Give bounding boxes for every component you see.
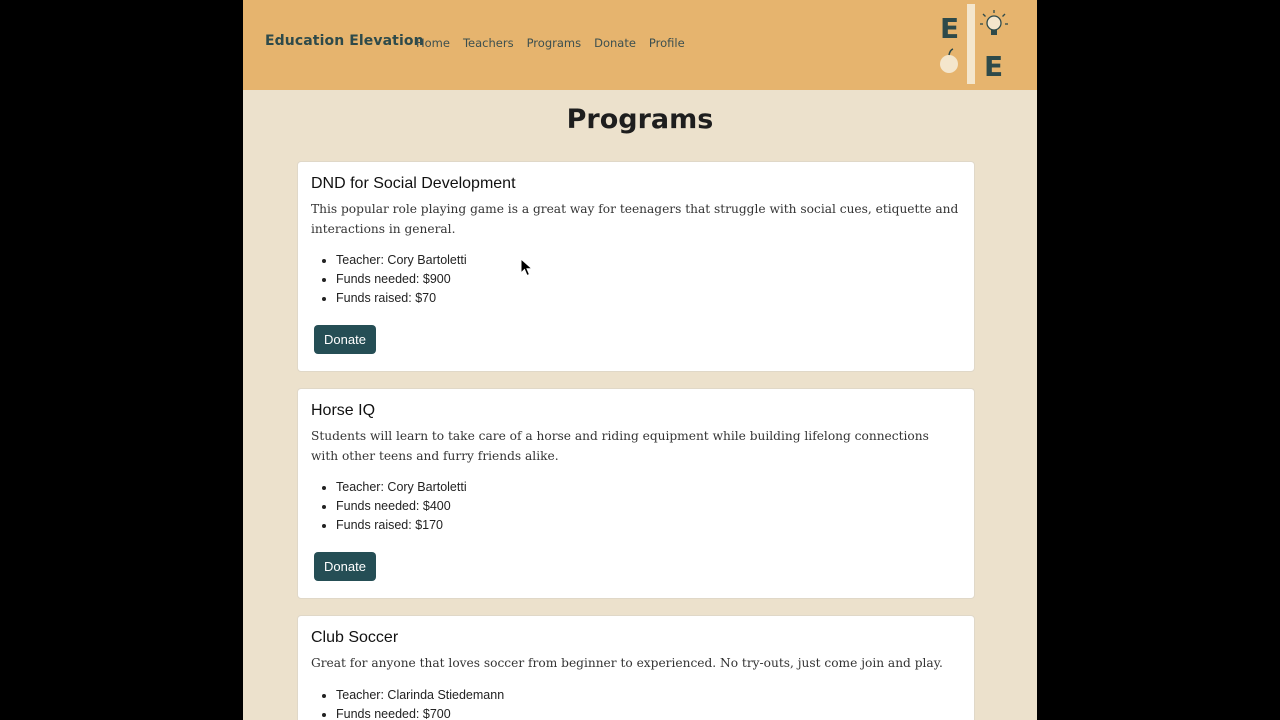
program-funds-needed: • Funds needed: $700 <box>336 705 504 720</box>
logo-icon[interactable] <box>936 4 1010 84</box>
program-funds-raised: • Funds raised: $170 <box>336 516 467 535</box>
program-details <box>311 251 467 308</box>
nav-teachers[interactable]: Teachers <box>462 36 514 50</box>
nav-home[interactable]: Home <box>416 36 450 50</box>
program-teacher: • Teacher: Cory Bartoletti <box>336 478 467 497</box>
program-card <box>297 615 975 720</box>
logo-divider <box>967 4 975 84</box>
program-description: Students will learn to take care of a horse and riding equipment while building lifelong connections with other teens and furry friends alike. <box>311 429 929 463</box>
program-description: This popular role playing game is a great way for teenagers that struggle with social cues, etiquette and interactions in general. <box>311 202 959 236</box>
program-teacher: • Teacher: Cory Bartoletti <box>336 251 467 270</box>
program-card <box>297 161 975 372</box>
donate-button[interactable]: Donate <box>314 552 376 581</box>
program-funds-needed: • Funds needed: $400 <box>336 497 467 516</box>
page-title: Programs <box>566 104 714 135</box>
donate-button[interactable]: Donate <box>314 325 376 354</box>
lightbulb-icon <box>980 10 1008 35</box>
logo-letter-top: E <box>940 12 960 45</box>
program-teacher: • Teacher: Clarinda Stiedemann <box>336 686 504 705</box>
page-viewport <box>243 0 1037 720</box>
program-title: Horse IQ <box>311 402 376 419</box>
program-title: DND for Social Development <box>311 175 516 192</box>
apple-icon <box>940 49 958 73</box>
nav-links <box>416 36 685 50</box>
program-details <box>311 686 504 720</box>
program-card <box>297 388 975 599</box>
program-details <box>311 478 467 535</box>
program-description: Great for anyone that loves soccer from beginner to experienced. No try-outs, just come join and play. <box>311 656 943 670</box>
navbar <box>243 0 1037 90</box>
nav-profile[interactable]: Profile <box>648 36 685 50</box>
nav-programs[interactable]: Programs <box>526 36 582 50</box>
brand-link[interactable]: Education Elevation <box>265 33 424 49</box>
logo-letter-bottom: E <box>984 50 1004 83</box>
program-title: Club Soccer <box>311 629 399 646</box>
nav-donate[interactable]: Donate <box>594 36 636 50</box>
program-funds-raised: • Funds raised: $70 <box>336 289 467 308</box>
program-funds-needed: • Funds needed: $900 <box>336 270 467 289</box>
